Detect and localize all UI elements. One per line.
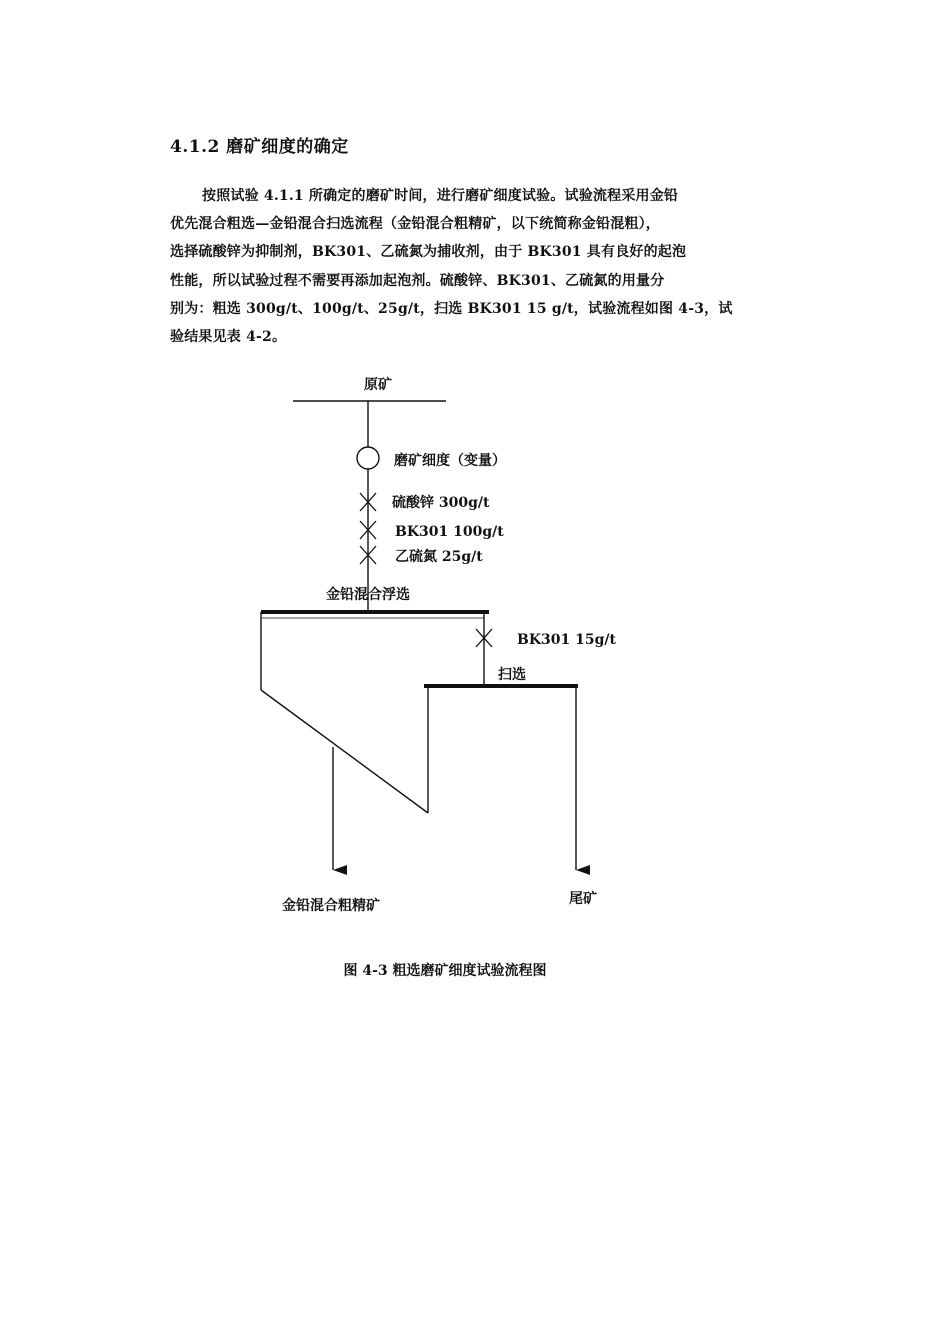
- reagent-label: 乙硫氮 25g/t: [395, 549, 483, 565]
- concentrate-label: 金铅混合粗精矿: [282, 898, 380, 914]
- grinding-label: 磨矿细度（变量）: [394, 453, 506, 469]
- feed-label: 原矿: [364, 377, 392, 393]
- tailings-label: 尾矿: [569, 891, 597, 907]
- reagent-label: 硫酸锌 300g/t: [392, 495, 490, 511]
- paragraph-line: 优先混合粗选—金铅混合扫选流程（金铅混合粗精矿，以下统简称金铅混粗），: [170, 216, 660, 233]
- rougher-label: 金铅混合浮选: [326, 587, 410, 603]
- figure-caption: 图 4-3 粗选磨矿细度试验流程图: [343, 963, 547, 979]
- paragraph-line: 验结果见表 4-2。: [170, 328, 287, 345]
- section-heading: 4.1.2 磨矿细度的确定: [170, 137, 349, 157]
- paragraph-line: 按照试验 4.1.1 所确定的磨矿时间，进行磨矿细度试验。试验流程采用金铅: [202, 188, 679, 204]
- rougher-cell-bottom: [261, 690, 428, 813]
- reagent-label: BK301 100g/t: [395, 524, 504, 540]
- paragraph-line: 别为：粗选 300g/t、100g/t、25g/t，扫选 BK301 15 g/t，试验流程如图 4-3，试: [170, 300, 733, 317]
- grinding-circle: [357, 447, 379, 469]
- paragraph-line: 选择硫酸锌为抑制剂，BK301、乙硫氮为捕收剂，由于 BK301 具有良好的起泡: [170, 244, 687, 261]
- paragraph-line: 性能，所以试验过程不需要再添加起泡剂。硫酸锌、BK301、乙硫氮的用量分: [170, 272, 665, 289]
- scavenger-label: 扫选: [498, 667, 526, 683]
- scavenger-reagent-label: BK301 15g/t: [517, 632, 616, 648]
